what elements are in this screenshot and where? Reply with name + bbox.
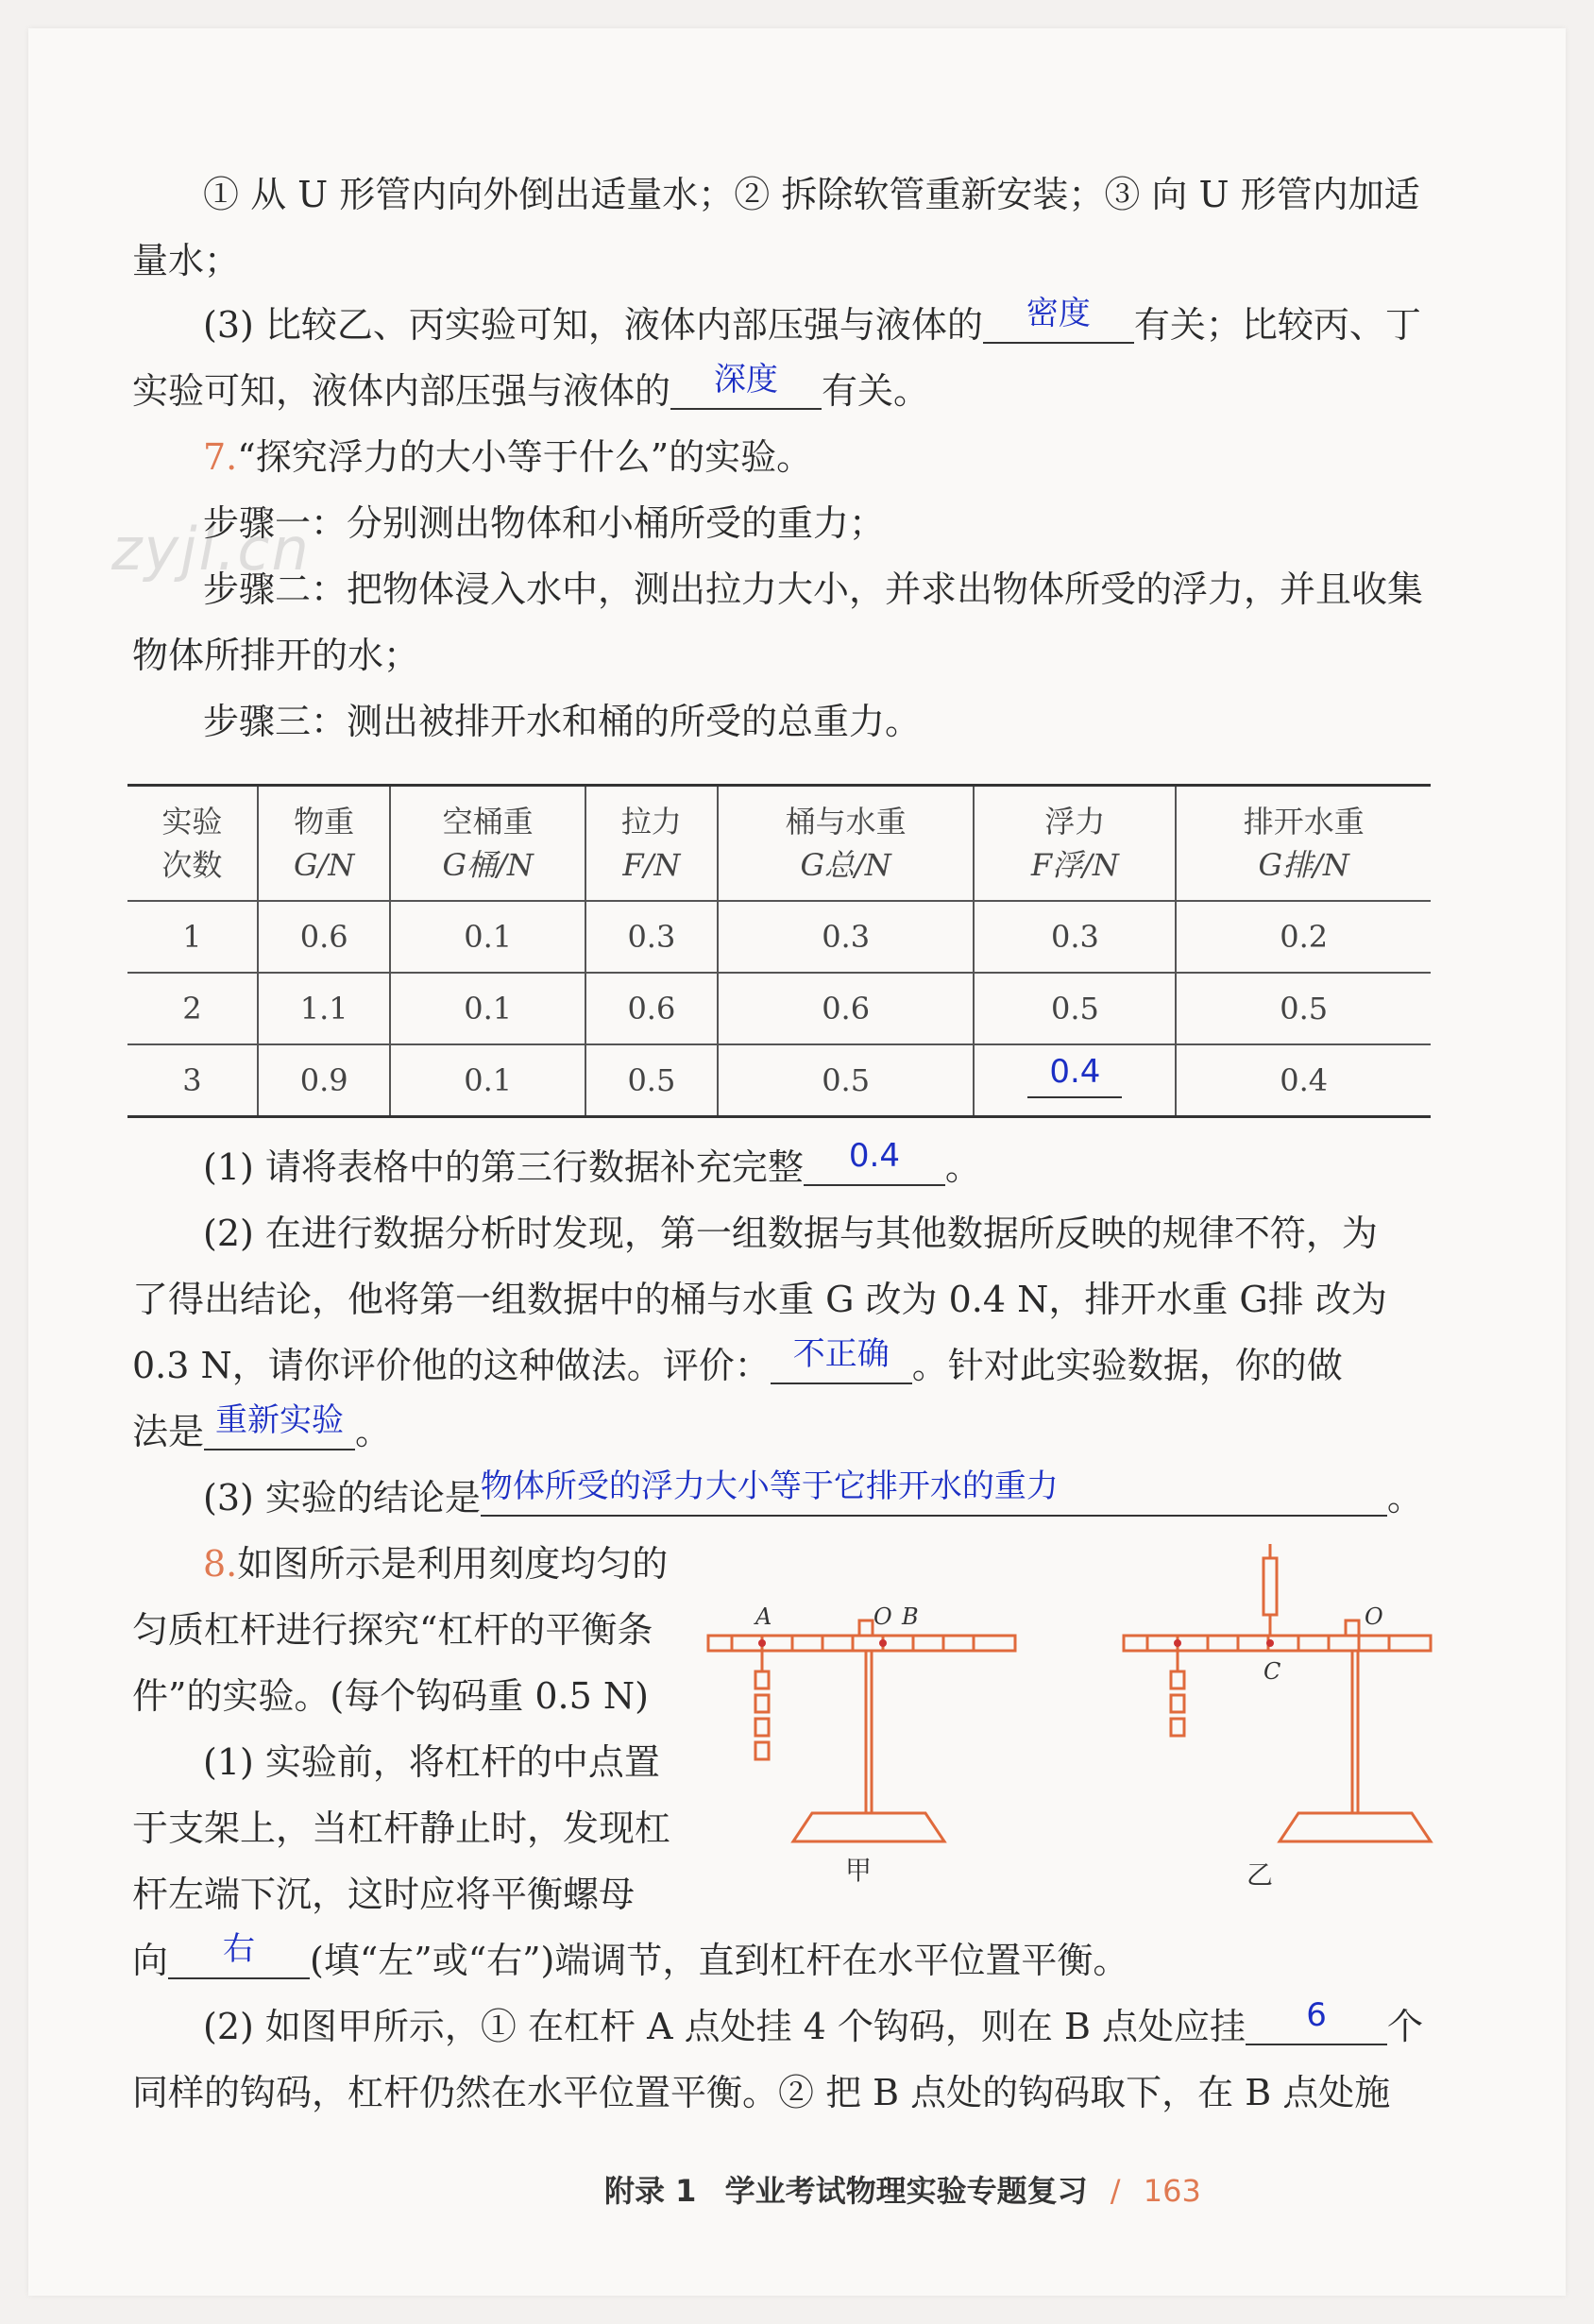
label-b: B — [902, 1603, 919, 1630]
q8-line-k: 同样的钩码，杠杆仍然在水平位置平衡。② 把 B 点处的钩码取下，在 B 点处施 — [132, 2072, 1391, 2113]
label-yi: 乙 — [1246, 1859, 1274, 1891]
cell: 0.3 — [718, 901, 975, 973]
point-left-yi — [1174, 1639, 1181, 1647]
footer-appendix: 附录 1 — [604, 2173, 697, 2209]
label-a: A — [755, 1603, 772, 1630]
page-footer — [604, 2167, 1201, 2211]
lever-figure — [699, 1530, 1445, 1908]
cell: 0.6 — [258, 901, 391, 973]
q7-part-1: (1) 请将表格中的第三行数据补充完整 0.4 。 — [203, 1137, 981, 1188]
step-2: 步骤二：把物体浸入水中，测出拉力大小，并求出物体所受的浮力，并且收集 — [203, 568, 1424, 610]
cell: 0.3 — [974, 901, 1176, 973]
cell: 0.1 — [390, 973, 585, 1044]
lever-yi — [1124, 1544, 1431, 1841]
label-c: C — [1263, 1658, 1281, 1685]
answer-blank-density[interactable]: 密度 — [983, 300, 1134, 344]
label-o-yi: O — [1365, 1603, 1383, 1630]
footer-separator: / — [1110, 2173, 1121, 2209]
point-c — [1266, 1639, 1274, 1647]
point-b — [879, 1639, 887, 1647]
cell-blank-buoyancy[interactable]: 0.4 — [974, 1044, 1176, 1117]
line-3: (3) 比较乙、丙实验可知，液体内部压强与液体的 密度 有关；比较丙、丁 — [203, 295, 1421, 346]
question-7-title: 7.“探究浮力的大小等于什么”的实验。 — [203, 436, 813, 478]
answer-blank-direction[interactable]: 右 — [168, 1936, 310, 1979]
cell: 0.1 — [390, 901, 585, 973]
q7-part-3: (3) 实验的结论是物体所受的浮力大小等于它排开水的重力 。 — [203, 1467, 1423, 1518]
q7-part-2e: 法是 重新实验 。 — [132, 1401, 392, 1452]
header-total: 桶与水重 G总/N — [718, 786, 975, 902]
point-a — [758, 1639, 766, 1647]
header-displaced: 排开水重 G排/N — [1176, 786, 1431, 902]
cell: 0.5 — [585, 1044, 718, 1117]
header-buoyancy: 浮力 F浮/N — [974, 786, 1176, 902]
cell: 0.5 — [718, 1044, 975, 1117]
experiment-table — [127, 784, 1431, 1118]
answer-blank-row3[interactable]: 0.4 — [804, 1143, 945, 1186]
answer-blank-conclusion[interactable]: 物体所受的浮力大小等于它排开水的重力 — [481, 1473, 1387, 1517]
table-header-row — [127, 786, 1431, 902]
label-jia: 甲 — [845, 1855, 873, 1886]
cell: 1.1 — [258, 973, 391, 1044]
header-pull: 拉力 F/N — [585, 786, 718, 902]
watermark: zyjl.cn — [111, 515, 311, 584]
step-1: 步骤一：分别测出物体和小桶所受的重力； — [203, 502, 886, 544]
q8-line-a: 8.如图所示是利用刻度均匀的 — [203, 1543, 669, 1585]
q8-line-e: 于支架上，当杠杆静止时，发现杠 — [132, 1807, 671, 1849]
q8-line-b: 匀质杠杆进行探究“杠杆的平衡条 — [132, 1609, 653, 1651]
table-row — [127, 973, 1431, 1044]
lever-jia — [708, 1620, 1015, 1841]
q8-line-d: (1) 实验前，将杠杆的中点置 — [203, 1741, 660, 1783]
cell: 3 — [182, 1062, 202, 1098]
q8-line-g: 向 右 (填“左”或“右”)端调节，直到杠杆在水平位置平衡。 — [132, 1930, 1129, 1981]
step-3: 步骤三：测出被排开水和桶的所受的总重力。 — [203, 701, 922, 742]
cell: 2 — [127, 973, 258, 1044]
cell: 0.9 — [258, 1044, 391, 1117]
cell: 0.2 — [1176, 901, 1431, 973]
q8-line-i: (2) 如图甲所示，① 在杠杆 A 点处挂 4 个钩码，则在 B 点处应挂 6 个 — [203, 1996, 1424, 2047]
header-bucket: 空桶重 G桶/N — [390, 786, 585, 902]
cell: 0.5 — [1176, 973, 1431, 1044]
q7-part-2a: (2) 在进行数据分析时发现，第一组数据与其他数据所反映的规律不符，为 — [203, 1213, 1378, 1254]
page-number: 163 — [1143, 2173, 1201, 2209]
footer-title: 学业考试物理实验专题复习 — [724, 2173, 1088, 2209]
cell: 0.3 — [585, 901, 718, 973]
cell: 0.6 — [585, 973, 718, 1044]
table-row — [127, 1044, 1431, 1117]
answer-blank-evaluation[interactable]: 不正确 — [771, 1341, 912, 1384]
q8-line-f: 杆左端下沉，这时应将平衡螺母 — [132, 1874, 636, 1915]
q7-part-2b: 了得出结论，他将第一组数据中的桶与水重 G 改为 0.4 N，排开水重 G排 改为 — [132, 1279, 1387, 1320]
q8-line-c: 件”的实验。(每个钩码重 0.5 N) — [132, 1675, 649, 1717]
line-2: 量水； — [132, 240, 241, 281]
label-o: O — [873, 1603, 892, 1630]
cell: 1 — [127, 901, 258, 973]
answer-blank-hooks[interactable]: 6 — [1246, 2002, 1387, 2045]
answer-blank-depth[interactable]: 深度 — [670, 366, 822, 410]
header-weight: 物重 G/N — [258, 786, 391, 902]
line-4: 实验可知，液体内部压强与液体的 深度 有关。 — [132, 361, 930, 412]
cell: 0.1 — [390, 1044, 585, 1117]
cell: 0.4 — [1176, 1044, 1431, 1117]
table-row — [127, 901, 1431, 973]
header-trial: 实验 次数 — [127, 786, 258, 902]
cell: 0.6 — [718, 973, 975, 1044]
cell: 0.5 — [974, 973, 1176, 1044]
line-1: ① 从 U 形管内向外倒出适量水；② 拆除软管重新安装；③ 向 U 形管内加适 — [203, 174, 1420, 215]
answer-blank-method[interactable]: 重新实验 — [204, 1407, 355, 1450]
q7-part-2c: 0.3 N，请你评价他的这种做法。评价： 不正确 。针对此实验数据，你的做 — [132, 1335, 1343, 1386]
step-2-cont: 物体所排开的水； — [132, 635, 420, 676]
